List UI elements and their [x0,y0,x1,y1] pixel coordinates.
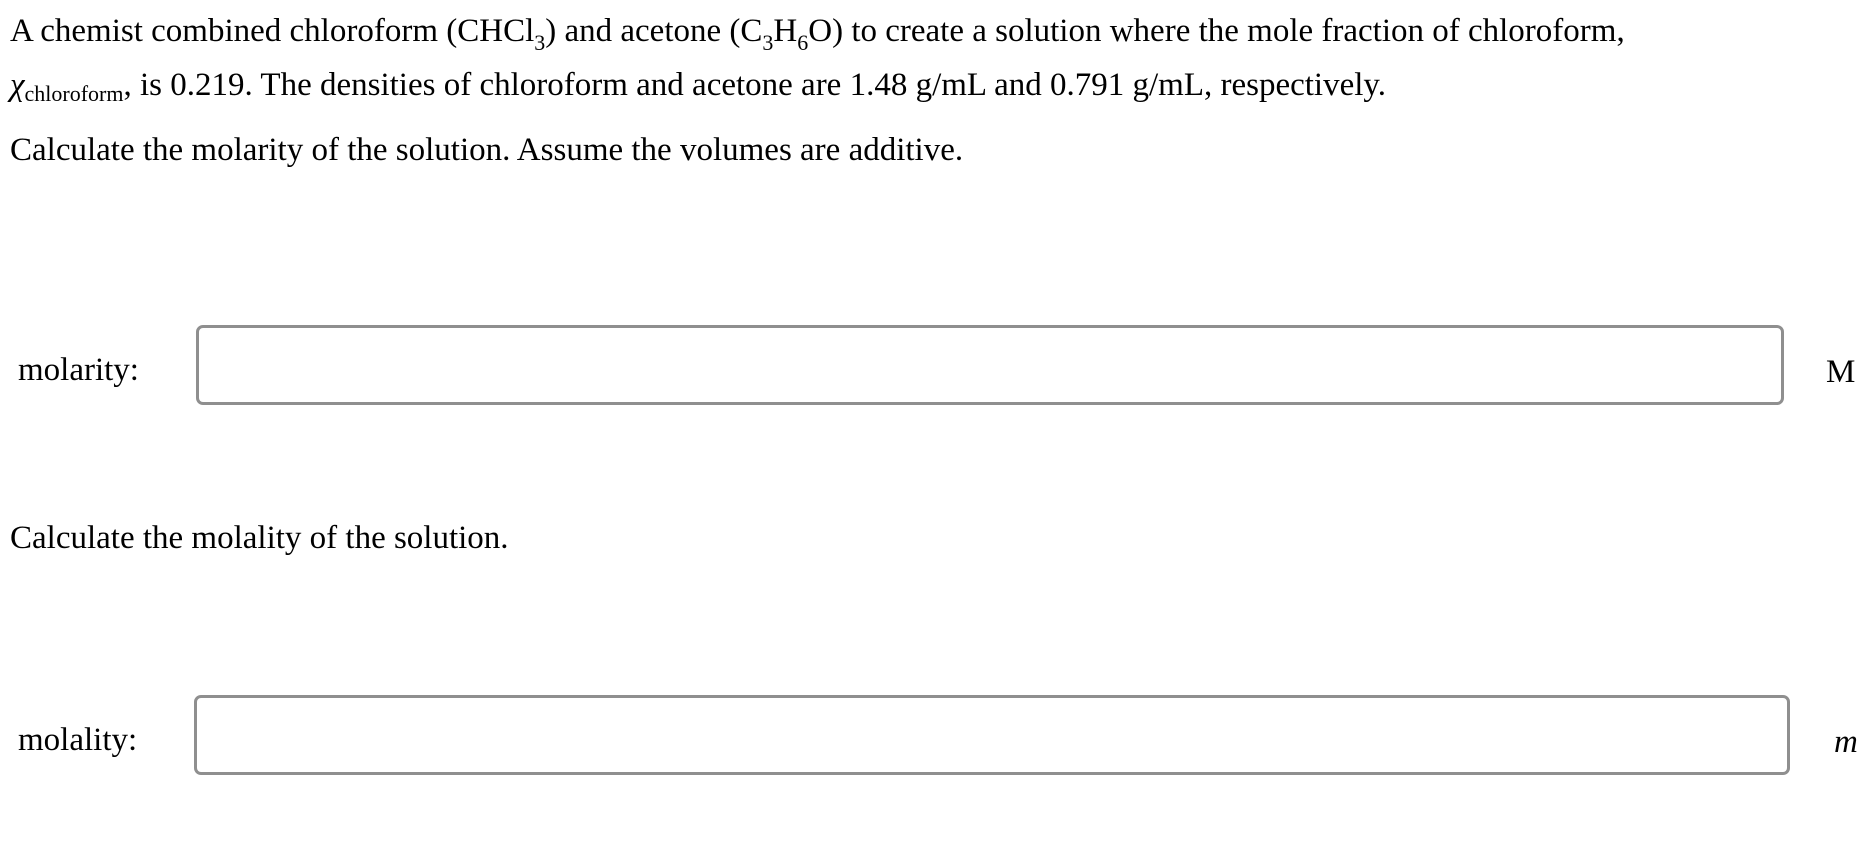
molarity-answer-row [0,325,1872,415]
problem-text: A chemist combined chloroform (CHCl [10,13,535,49]
molality-input[interactable] [194,695,1790,775]
subscript: 6 [797,30,809,55]
molality-label: molality: [18,722,138,758]
molarity-label: molarity: [18,352,139,388]
problem-text: H [773,13,798,49]
problem-statement [10,4,1860,112]
problem-text: , is 0.219. The densities of chloroform and acetone are 1.48 g/mL and 0.791 g/mL, respectively. [123,67,1387,103]
mole-fraction-symbol: χ [10,67,25,103]
problem-text: ) and acetone (C [545,13,763,49]
subscript: 3 [762,30,774,55]
problem-text: O) to create a solution where the mole fraction of chloroform, [808,13,1625,49]
problem-line-2 [10,58,1860,112]
molality-question: Calculate the molality of the solution. [10,520,509,556]
molarity-question: Calculate the molarity of the solution. Assume the volumes are additive. [10,132,964,168]
molality-unit: m [1834,724,1858,760]
molarity-unit: M [1826,354,1856,390]
molality-answer-row [0,695,1872,785]
mole-fraction-subscript: chloroform [24,81,124,106]
problem-line-1 [10,4,1860,58]
subscript: 3 [534,30,546,55]
molarity-input[interactable] [196,325,1784,405]
